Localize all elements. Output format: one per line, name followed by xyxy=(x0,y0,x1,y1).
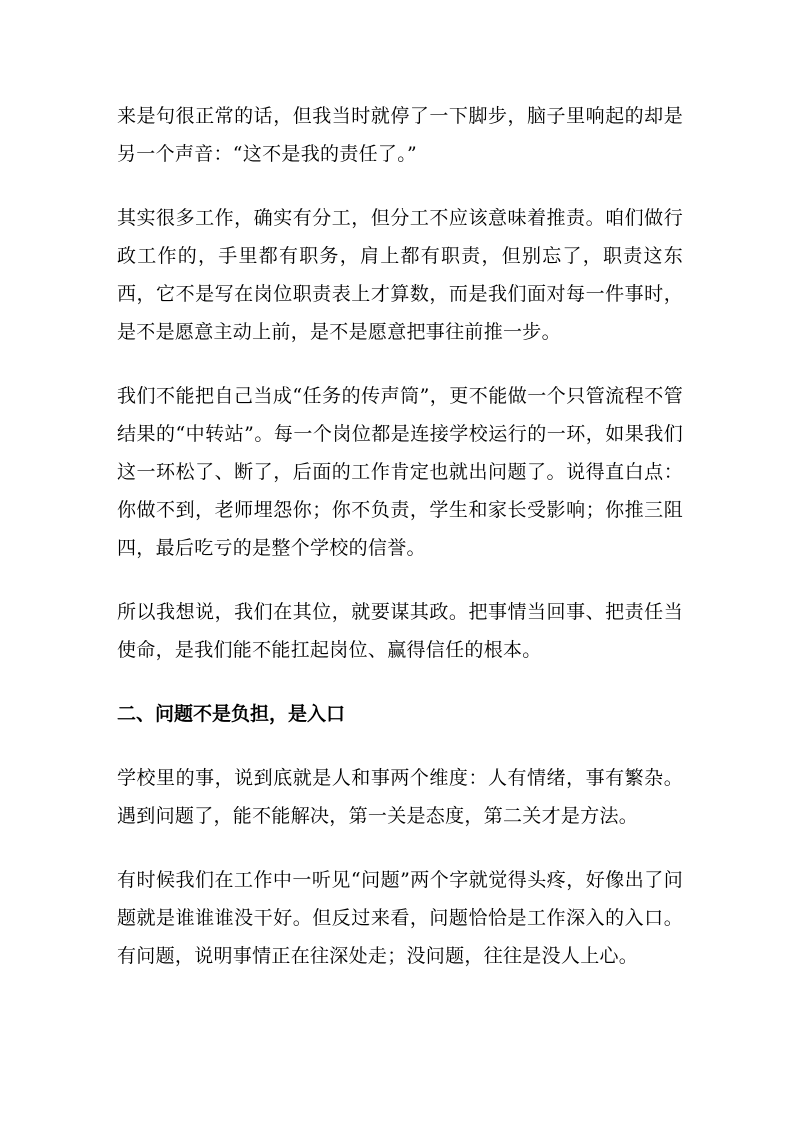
paragraph: 所以我想说，我们在其位，就要谋其政。把事情当回事、把责任当使命，是我们能不能扛起岗位、赢得信任的根本。 xyxy=(117,601,683,661)
paragraph: 来是句很正常的话，但我当时就停了一下脚步，脑子里响起的却是另一个声音：“这不是我的责任了。” xyxy=(117,105,683,165)
section-heading: 二、问题不是负担，是入口 xyxy=(117,703,346,725)
document-body xyxy=(117,97,683,1001)
paragraph: 学校里的事，说到底就是人和事两个维度：人有情绪，事有繁杂。遇到问题了，能不能解决，第一关是态度，第二关才是方法。 xyxy=(117,767,683,827)
paragraph: 我们不能把自己当成“任务的传声筒”，更不能做一个只管流程不管结果的“中转站”。每一个岗位都是连接学校运行的一环，如果我们这一环松了、断了，后面的工作肯定也就出问题了。说得直白点：你做不到，老师埋怨你；你不负责，学生和家长受影响；你推三阻四，最后吃亏的是整个学校的信誉。 xyxy=(117,385,683,559)
paragraph: 其实很多工作，确实有分工，但分工不应该意味着推责。咱们做行政工作的，手里都有职务，肩上都有职责，但别忘了，职责这东西，它不是写在岗位职责表上才算数，而是我们面对每一件事时，是不是愿意主动上前，是不是愿意把事往前推一步。 xyxy=(117,207,683,343)
paragraph: 有时候我们在工作中一听见“问题”两个字就觉得头疼，好像出了问题就是谁谁谁没干好。但反过来看，问题恰恰是工作深入的入口。有问题，说明事情正在往深处走；没问题，往往是没人上心。 xyxy=(117,869,683,967)
